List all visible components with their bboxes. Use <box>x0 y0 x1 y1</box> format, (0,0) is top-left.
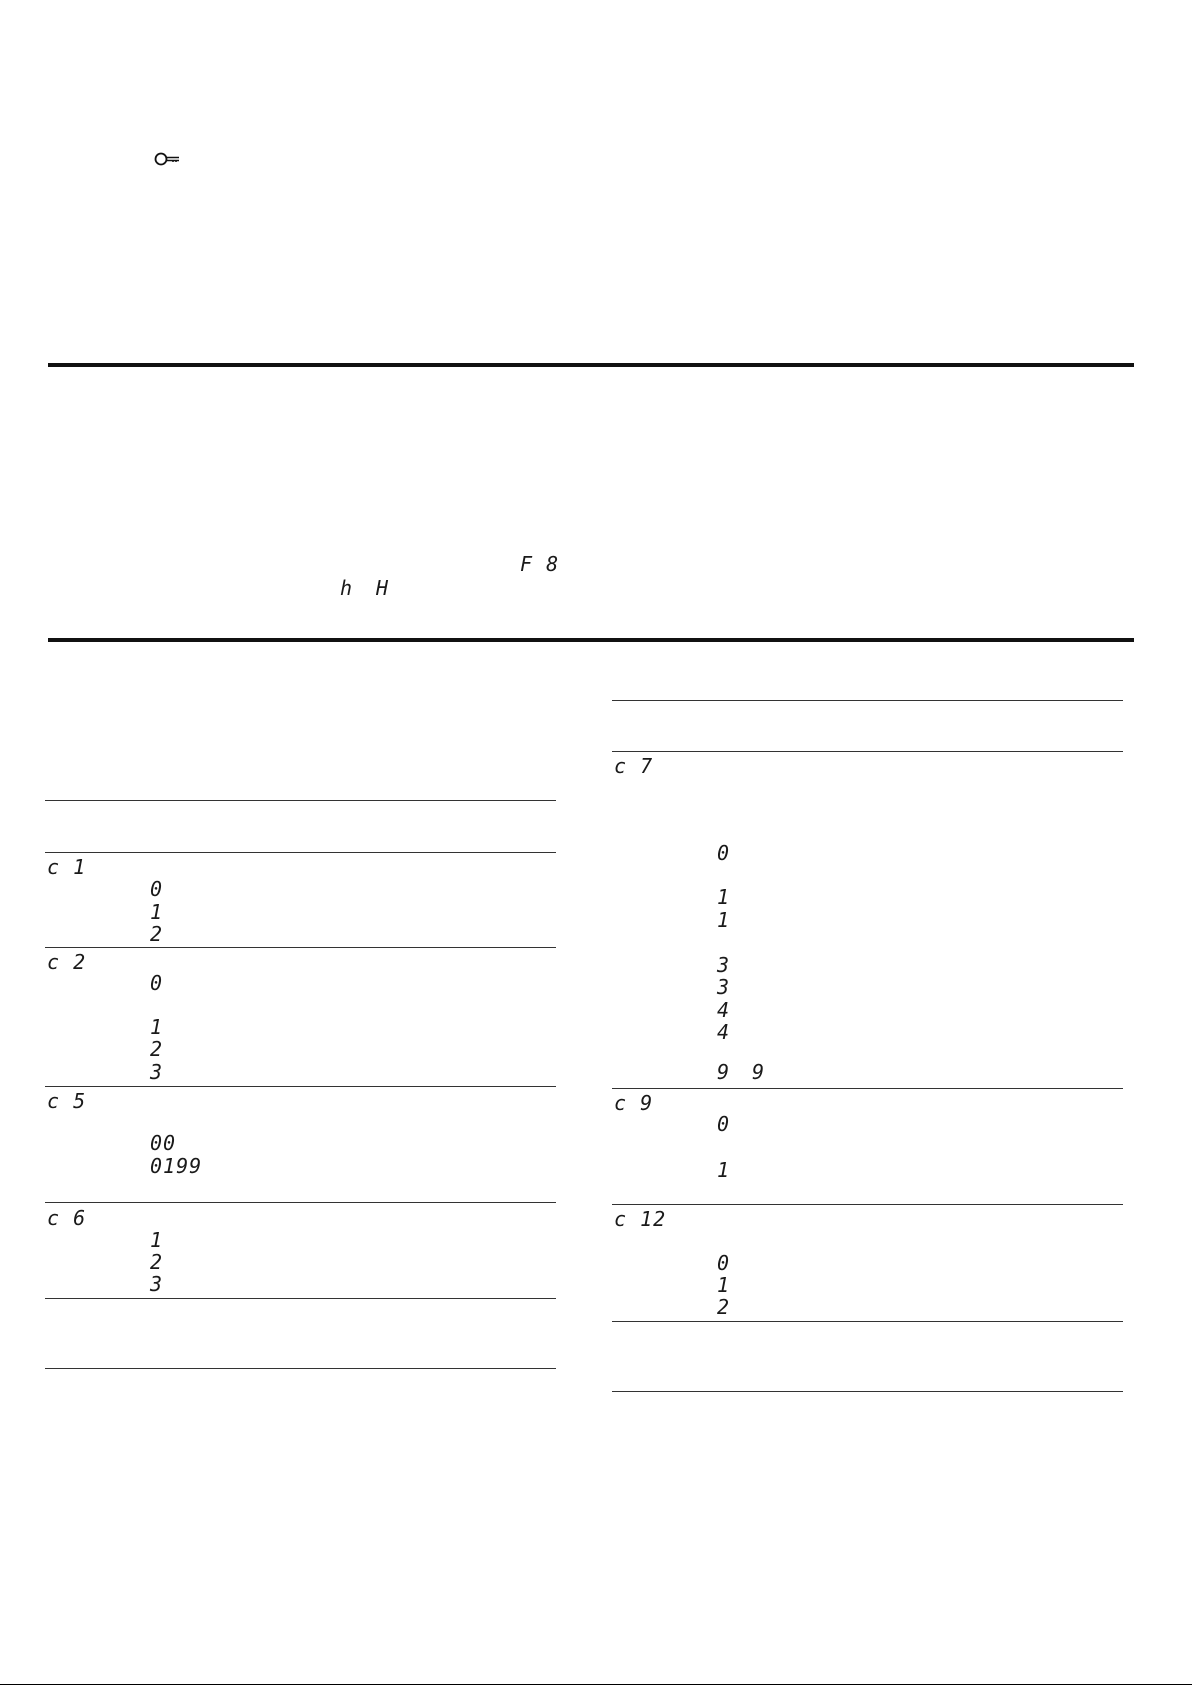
section-divider-2 <box>48 638 1134 642</box>
setting-code-c9: c 9 <box>614 1091 654 1115</box>
setting-value: 3 <box>150 1060 164 1084</box>
setting-value: 1 <box>717 908 731 932</box>
table-rule <box>45 1368 556 1369</box>
setting-value: 1 <box>150 1228 164 1252</box>
setting-value: 3 <box>717 975 731 999</box>
table-rule <box>45 800 556 801</box>
setting-code-c5: c 5 <box>47 1089 87 1113</box>
setting-value: 0 <box>150 971 164 995</box>
setting-value: 0199 <box>150 1154 203 1178</box>
section-divider-1 <box>48 363 1134 367</box>
setting-code-c2: c 2 <box>47 950 87 974</box>
setting-value: 2 <box>717 1295 731 1319</box>
setting-value: 0 <box>717 1112 731 1136</box>
setting-value: 3 <box>150 1272 164 1296</box>
display-f8: F 8 <box>520 552 560 576</box>
setting-value: 1 <box>717 1158 731 1182</box>
table-rule <box>612 1088 1123 1089</box>
display-h-lower: h <box>340 576 354 600</box>
setting-code-c7: c 7 <box>614 754 654 778</box>
setting-value: 2 <box>150 922 164 946</box>
setting-value: 9 <box>752 1060 766 1084</box>
setting-value: 1 <box>150 900 164 924</box>
setting-value: 4 <box>717 1020 731 1044</box>
table-rule <box>45 1086 556 1087</box>
setting-value: 2 <box>150 1250 164 1274</box>
setting-value: 0 <box>717 841 731 865</box>
table-rule <box>45 947 556 948</box>
table-rule <box>45 1298 556 1299</box>
table-rule <box>612 700 1123 701</box>
table-rule <box>612 1391 1123 1392</box>
setting-value: 9 <box>717 1060 731 1084</box>
setting-value: 0 <box>150 877 164 901</box>
setting-code-c1: c 1 <box>47 855 87 879</box>
setting-code-c6: c 6 <box>47 1206 87 1230</box>
display-h-upper: H <box>376 576 390 600</box>
table-rule <box>45 852 556 853</box>
setting-value: 1 <box>717 885 731 909</box>
table-rule <box>612 1321 1123 1322</box>
table-rule <box>612 751 1123 752</box>
key-icon <box>154 151 182 167</box>
setting-value: 1 <box>150 1015 164 1039</box>
setting-value: 4 <box>717 998 731 1022</box>
setting-value: 3 <box>717 953 731 977</box>
table-rule <box>612 1204 1123 1205</box>
setting-value: 1 <box>717 1273 731 1297</box>
table-rule <box>45 1202 556 1203</box>
setting-value: 2 <box>150 1037 164 1061</box>
setting-value: 00 <box>150 1131 177 1155</box>
setting-code-c12: c 12 <box>614 1207 667 1231</box>
setting-value: 0 <box>717 1251 731 1275</box>
